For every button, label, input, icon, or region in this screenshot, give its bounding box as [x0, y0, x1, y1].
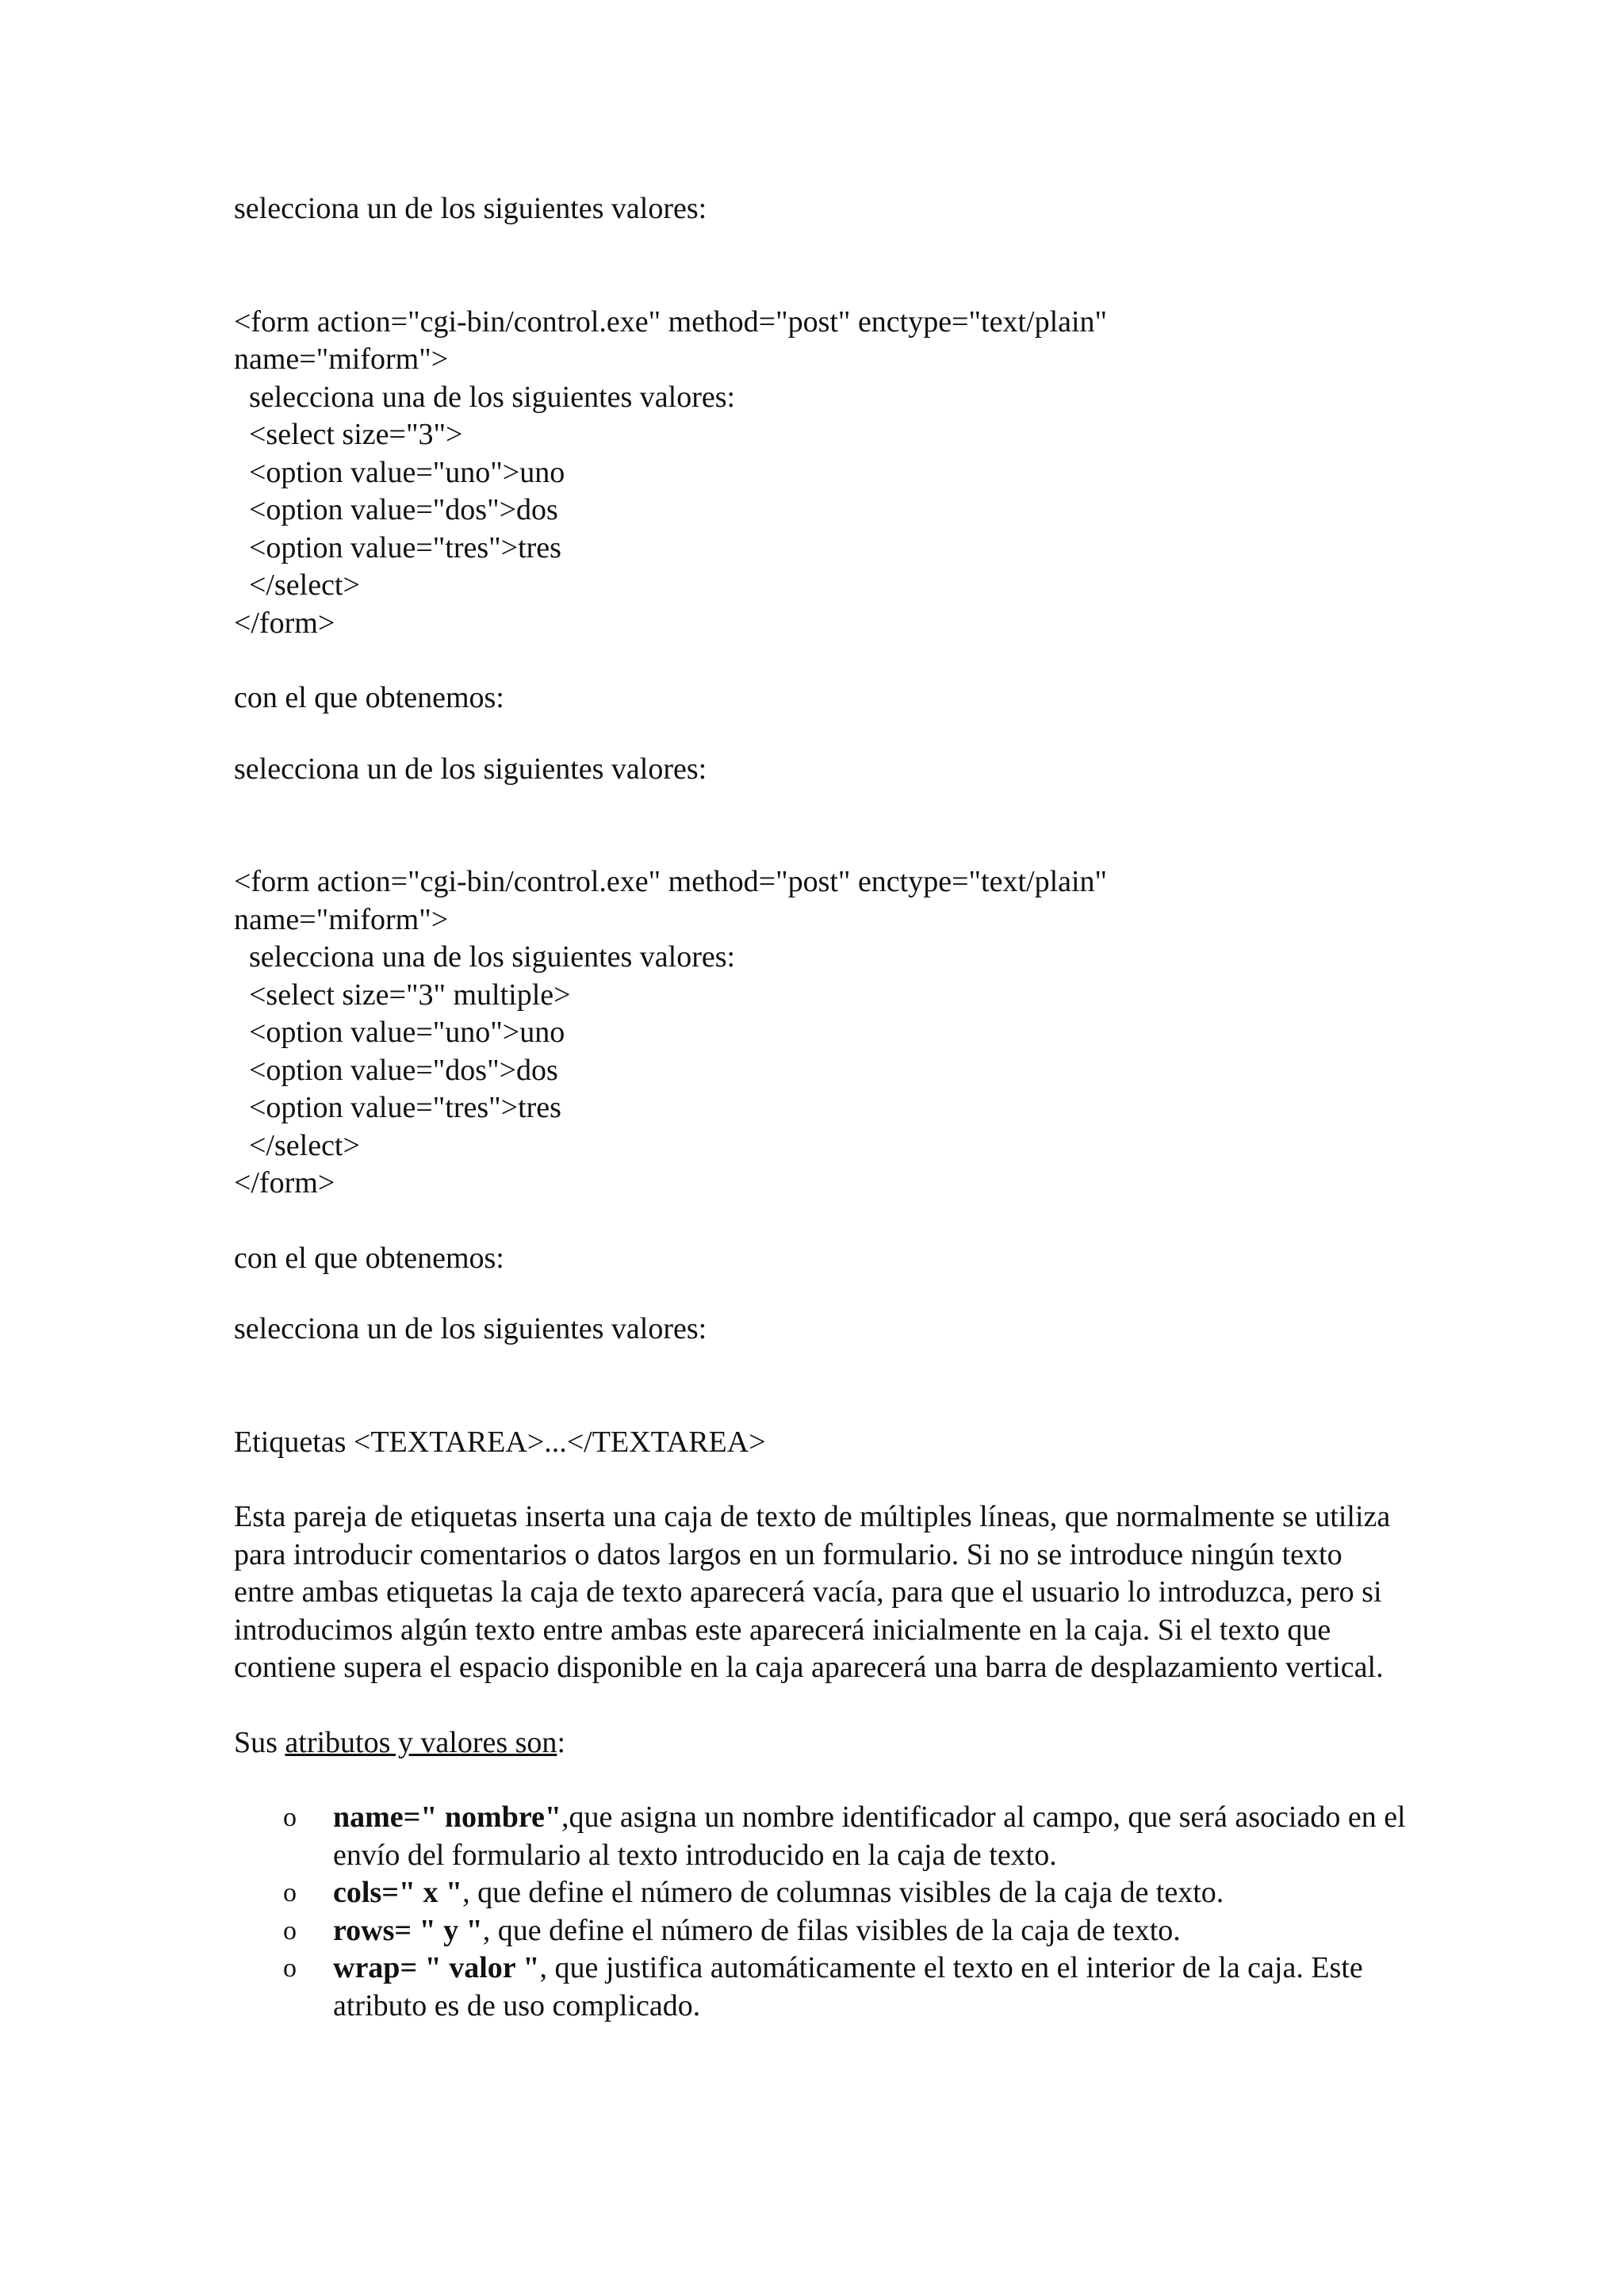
code-line: <option value="uno">uno [234, 455, 565, 489]
code-line: <option value="uno">uno [234, 1016, 565, 1049]
code-line: </select> [234, 1128, 360, 1162]
code-line: <option value="tres">tres [234, 1091, 561, 1124]
attribute-name: cols=" x " [333, 1876, 463, 1909]
code-line: name="miform"> [234, 342, 449, 376]
code-line: selecciona una de los siguientes valores: [234, 380, 736, 414]
attribute-name: wrap= " valor " [333, 1951, 540, 1984]
attribute-name: rows= " y " [333, 1913, 483, 1947]
code-line: </form> [234, 606, 335, 640]
code-line: <option value="tres">tres [234, 530, 561, 564]
code-line: <select size="3"> [234, 418, 463, 451]
code-line: <option value="dos">dos [234, 1053, 558, 1087]
list-item [234, 1799, 1435, 1874]
attribute-description: ,que asigna un nombre identificador al campo, que será asociado en el envío del formulario al texto introducido en la caja de texto. [333, 1800, 1406, 1872]
code-block-1 [234, 304, 1423, 643]
result-label: con el que obtenemos: [234, 681, 504, 714]
attributes-link[interactable]: atributos y valores son [285, 1725, 557, 1759]
attributes-intro [234, 1724, 1423, 1762]
bullet-circle-icon: o [283, 1878, 297, 1908]
bullet-circle-icon: o [283, 1803, 297, 1832]
code-line: <select size="3" multiple> [234, 978, 571, 1012]
code-line: name="miform"> [234, 902, 449, 936]
list-item [234, 1874, 1435, 1912]
attribute-name: name=" nombre" [333, 1800, 561, 1834]
attribute-description: , que define el número de filas visibles de la caja de texto. [482, 1913, 1181, 1947]
code-line: </select> [234, 568, 360, 602]
document-page [234, 190, 1423, 2025]
code-line: </form> [234, 1166, 335, 1200]
attributes-list [234, 1799, 1423, 2025]
attributes-intro-suffix: : [557, 1725, 565, 1759]
attribute-description: , que justifica automáticamente el texto en el interior de la caja. Este atributo es de uso complicado. [333, 1951, 1363, 2022]
code-block-2 [234, 863, 1423, 1203]
attribute-description: , que define el número de columnas visibles de la caja de texto. [462, 1876, 1224, 1909]
code-line: selecciona una de los siguientes valores: [234, 940, 736, 974]
code-line: <form action="cgi-bin/control.exe" method="post" enctype="text/plain" [234, 304, 1108, 339]
result-text: selecciona un de los siguientes valores: [234, 1312, 707, 1345]
attributes-intro-prefix: Sus [234, 1725, 285, 1759]
intro-text: selecciona un de los siguientes valores: [234, 192, 707, 225]
list-item [234, 1950, 1435, 2025]
code-line: <option value="dos">dos [234, 493, 558, 526]
bullet-circle-icon: o [283, 1915, 297, 1946]
section-heading: Etiquetas <TEXTAREA>...</TEXTAREA> [234, 1425, 766, 1459]
result-text: selecciona un de los siguientes valores: [234, 752, 707, 786]
result-label: con el que obtenemos: [234, 1241, 504, 1275]
list-item [234, 1912, 1435, 1950]
code-line: <form action="cgi-bin/control.exe" method="post" enctype="text/plain" [234, 865, 1108, 898]
description-paragraph: Esta pareja de etiquetas inserta una caja de texto de múltiples líneas, que normalmente se utiliza para introducir comentarios o datos largos en un formulario. Si no se introduce ningún texto entre ambas etiquetas la caja de texto aparecerá vacía, para que el usuario lo introduzca, pero si introducimos algún texto entre ambas este aparecerá inicialmente en la caja. Si el texto que contiene supera el espacio disponible en la caja aparecerá una barra de desplazamiento vertical. [234, 1500, 1391, 1684]
bullet-circle-icon: o [283, 1954, 297, 1983]
